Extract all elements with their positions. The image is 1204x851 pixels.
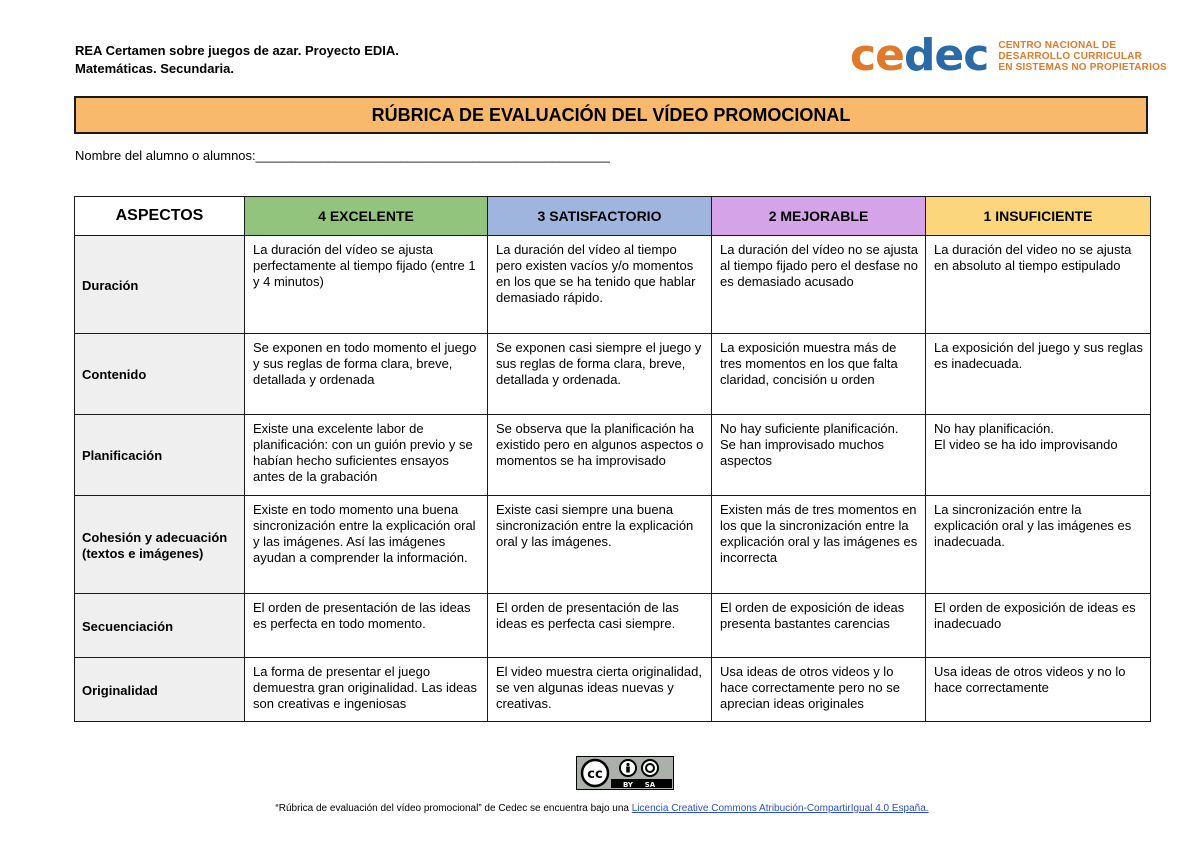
student-name-field: Nombre del alumno o alumnos:_________________________________________________ xyxy=(75,148,610,163)
header-line-2: Matemáticas. Secundaria. xyxy=(75,61,234,76)
aspect-cell: Cohesión y adecuación (textos e imágenes) xyxy=(75,496,245,594)
level-3-cell: La duración del vídeo al tiempo pero existen vacíos y/o momentos en los que se ha tenido que hablar demasiado rápido. xyxy=(488,236,712,334)
level-2-cell: Usa ideas de otros videos y lo hace correctamente pero no se aprecian ideas originales xyxy=(712,658,926,722)
table-row xyxy=(75,236,1151,334)
svg-text:SA: SA xyxy=(644,781,656,789)
level-4-cell: Existe una excelente labor de planificación: con un guión previo y se habían hecho suficientes ensayos antes de la grabación xyxy=(245,415,488,496)
cc-license-badge[interactable] xyxy=(576,756,674,790)
level-1-cell: No hay planificación. El video se ha ido improvisando xyxy=(926,415,1151,496)
license-footer xyxy=(0,803,1204,814)
level-1-cell: Usa ideas de otros videos y no lo hace correctamente xyxy=(926,658,1151,722)
rubric-title: RÚBRICA DE EVALUACIÓN DEL VÍDEO PROMOCIONAL xyxy=(74,96,1148,134)
header-level-3: 3 SATISFACTORIO xyxy=(488,197,712,236)
header-level-2: 2 MEJORABLE xyxy=(712,197,926,236)
aspect-cell: Planificación xyxy=(75,415,245,496)
license-text: “Rúbrica de evaluación del vídeo promocional” de Cedec se encuentra bajo una xyxy=(275,803,632,814)
svg-text:cc: cc xyxy=(587,767,603,782)
cedec-logo xyxy=(850,30,1167,81)
level-4-cell: La forma de presentar el juego demuestra gran originalidad. Las ideas son creativas e ingeniosas xyxy=(245,658,488,722)
level-1-cell: El orden de exposición de ideas es inadecuado xyxy=(926,594,1151,658)
table-row xyxy=(75,334,1151,415)
cc-by-sa-icon xyxy=(577,757,673,789)
header-row xyxy=(75,197,1151,236)
document-header xyxy=(75,42,399,78)
header-line-1: REA Certamen sobre juegos de azar. Proyecto EDIA. xyxy=(75,43,399,58)
aspect-cell: Duración xyxy=(75,236,245,334)
header-level-4: 4 EXCELENTE xyxy=(245,197,488,236)
logo-wordmark: cedec xyxy=(850,30,989,81)
level-1-cell: La sincronización entre la explicación oral y las imágenes es inadecuada. xyxy=(926,496,1151,594)
level-4-cell: Se exponen en todo momento el juego y sus reglas de forma clara, breve, detallada y ordenada xyxy=(245,334,488,415)
level-2-cell: La duración del vídeo no se ajusta al tiempo fijado pero el desfase no es demasiado acusado xyxy=(712,236,926,334)
license-link[interactable]: Licencia Creative Commons Atribución-CompartirIgual 4.0 España. xyxy=(631,803,929,814)
level-2-cell: La exposición muestra más de tres momentos en los que falta claridad, concisión u orden xyxy=(712,334,926,415)
header-aspects: ASPECTOS xyxy=(75,197,245,236)
level-3-cell: Se observa que la planificación ha existido pero en algunos aspectos o momentos se ha improvisado xyxy=(488,415,712,496)
table-row xyxy=(75,658,1151,722)
logo-caption: CENTRO NACIONAL DE DESARROLLO CURRICULAR EN SISTEMAS NO PROPIETARIOS xyxy=(998,39,1167,73)
rubric-table xyxy=(74,196,1151,722)
level-3-cell: Existe casi siempre una buena sincronización entre la explicación oral y las imágenes. xyxy=(488,496,712,594)
table-row xyxy=(75,415,1151,496)
level-4-cell: La duración del vídeo se ajusta perfectamente al tiempo fijado (entre 1 y 4 minutos) xyxy=(245,236,488,334)
level-2-cell: Existen más de tres momentos en los que la sincronización entre la explicación oral y las imágenes es incorrecta xyxy=(712,496,926,594)
level-2-cell: El orden de exposición de ideas presenta bastantes carencias xyxy=(712,594,926,658)
table-row xyxy=(75,496,1151,594)
header-level-1: 1 INSUFICIENTE xyxy=(926,197,1151,236)
level-3-cell: El video muestra cierta originalidad, se ven algunas ideas nuevas y creativas. xyxy=(488,658,712,722)
level-1-cell: La duración del video no se ajusta en absoluto al tiempo estipulado xyxy=(926,236,1151,334)
aspect-cell: Originalidad xyxy=(75,658,245,722)
level-4-cell: El orden de presentación de las ideas es perfecta en todo momento. xyxy=(245,594,488,658)
aspect-cell: Secuenciación xyxy=(75,594,245,658)
level-4-cell: Existe en todo momento una buena sincronización entre la explicación oral y las imágenes. Así las imágenes ayudan a comprender la información. xyxy=(245,496,488,594)
table-row xyxy=(75,594,1151,658)
svg-text:BY: BY xyxy=(622,781,634,789)
level-3-cell: Se exponen casi siempre el juego y sus reglas de forma clara, breve, detallada y ordenada. xyxy=(488,334,712,415)
level-2-cell: No hay suficiente planificación. Se han improvisado muchos aspectos xyxy=(712,415,926,496)
level-1-cell: La exposición del juego y sus reglas es inadecuada. xyxy=(926,334,1151,415)
aspect-cell: Contenido xyxy=(75,334,245,415)
level-3-cell: El orden de presentación de las ideas es perfecta casi siempre. xyxy=(488,594,712,658)
